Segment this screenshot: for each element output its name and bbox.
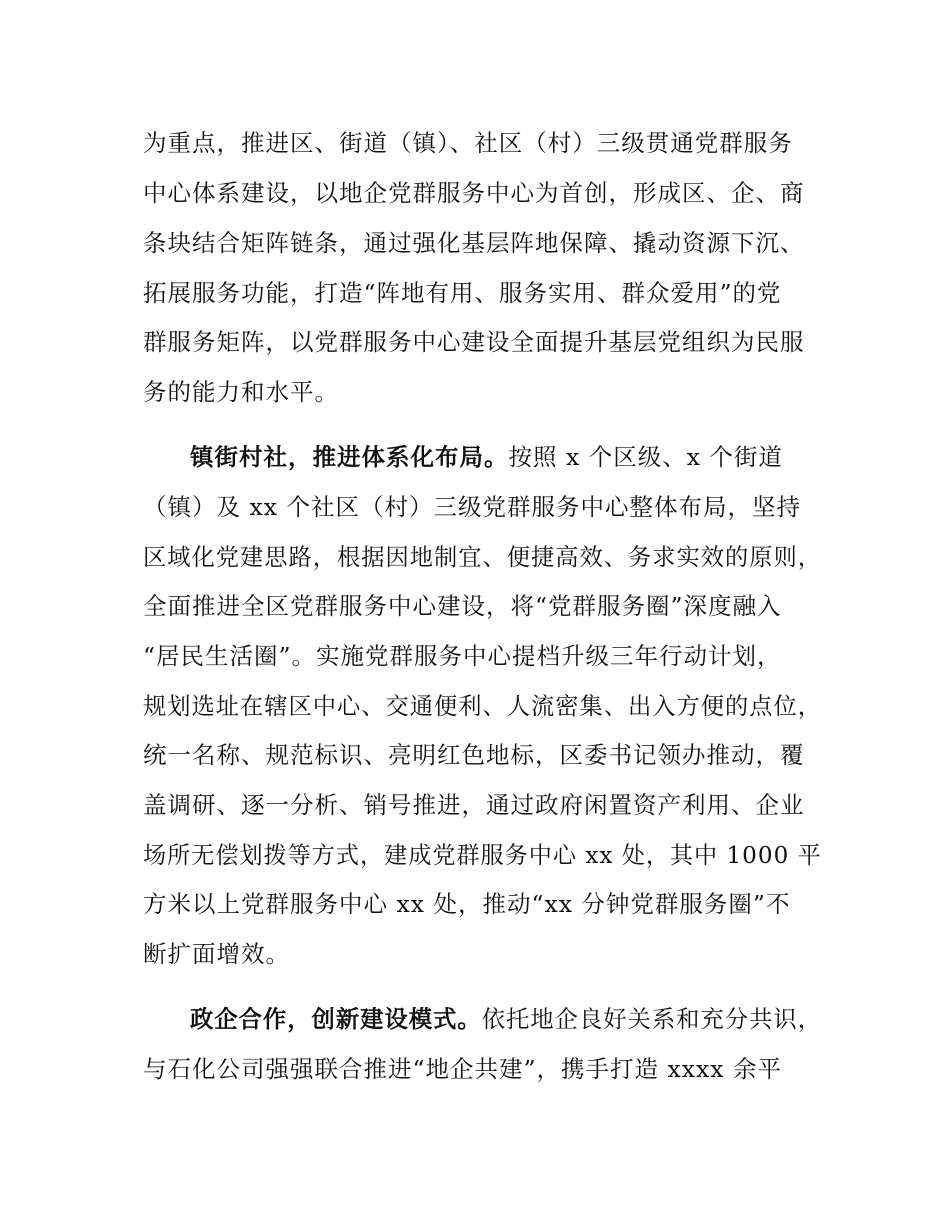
paragraph-3-line-2: 与石化公司强强联合推进“地企共建”，携手打造 xxxx 余平	[143, 1055, 782, 1083]
paragraph-1-line-3: 条块结合矩阵链条，通过强化基层阵地保障、撬动资源下沉、	[143, 229, 805, 257]
paragraph-2-line-8: 盖调研、逐一分析、销号推进，通过政府闲置资产利用、企业	[143, 791, 805, 819]
paragraph-1-line-5: 群服务矩阵，以党群服务中心建设全面提升基层党组织为民服	[143, 328, 805, 356]
paragraph-2-line-2: （镇）及 xx 个社区（村）三级党群服务中心整体布局，坚持	[143, 493, 801, 521]
paragraph-2-heading: 镇街村社，推进体系化布局。	[190, 443, 509, 471]
paragraph-2-line-7: 统一名称、规范标识、亮明红色地标，区委书记领办推动，覆	[143, 741, 805, 769]
paragraph-1-line-6: 务的能力和水平。	[143, 378, 339, 406]
paragraph-2-line-5: “居民生活圈”。实施党群服务中心提档升级三年行动计划，	[143, 642, 782, 670]
paragraph-2-line-3: 区域化党建思路，根据因地制宜、便捷高效、务求实效的原则，	[143, 543, 823, 571]
paragraph-2-line-11: 断扩面增效。	[143, 940, 290, 968]
paragraph-2-line-4: 全面推进全区党群服务中心建设，将“党群服务圈”深度融入	[143, 592, 782, 620]
paragraph-2-line-6: 规划选址在辖区中心、交通便利、人流密集、出入方便的点位，	[143, 692, 823, 720]
paragraph-2-first-line-text: 按照 x 个区级、x 个街道	[508, 443, 783, 471]
paragraph-3-first-line	[190, 1003, 822, 1035]
paragraph-2-line-10: 方米以上党群服务中心 xx 处，推动“xx 分钟党群服务圈”不	[143, 890, 791, 918]
paragraph-1-line-1: 为重点，推进区、街道（镇）、社区（村）三级贯通党群服务	[143, 129, 793, 157]
paragraph-1-line-2: 中心体系建设，以地企党群服务中心为首创，形成区、企、商	[143, 179, 805, 207]
paragraph-3-heading: 政企合作，创新建设模式。	[190, 1005, 482, 1033]
paragraph-2-line-9: 场所无偿划拨等方式，建成党群服务中心 xx 处，其中 1000 平	[143, 841, 822, 869]
paragraph-3-first-line-text: 依托地企良好关系和充分共识，	[481, 1005, 823, 1033]
paragraph-1-line-4: 拓展服务功能，打造“阵地有用、服务实用、群众爱用”的党	[143, 279, 782, 307]
paragraph-2-first-line	[190, 441, 783, 473]
